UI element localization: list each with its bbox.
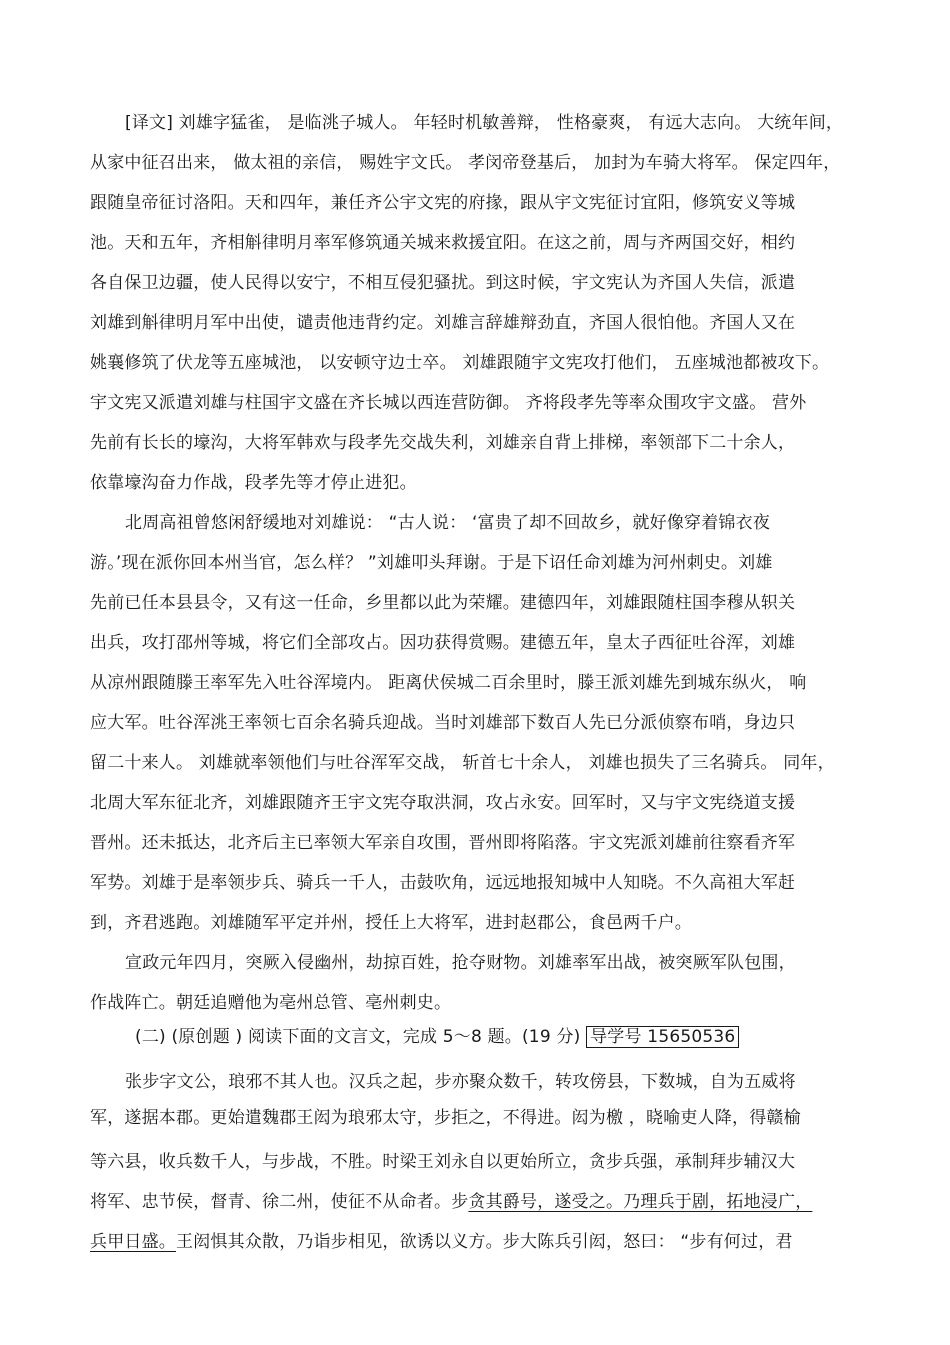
translation-line-15: 从凉州跟随滕王率军先入吐谷浑境内。 距离伏侯城二百余里时，滕王派刘雄先到城东纵火， 响 [90,673,807,693]
section-heading [135,1025,739,1049]
passage-line-2: 军，遂据本郡。更始遣魏郡王闳为琅邪太守，步拒之，不得进。闳为檄 ，晓喻吏人降，得赣榆 [90,1108,801,1128]
translation-line-17: 留二十来人。 刘雄就率领他们与吐谷浑军交战， 斩首七十余人， 刘雄也损失了三名骑兵。 同年， [90,753,835,773]
translation-line-5: 各自保卫边疆，使人民得以安宁，不相互侵犯骚扰。到这时候，宇文宪认为齐国人失信，派遣 [90,273,796,293]
guide-number-box: 导学号 15650536 [586,1026,739,1048]
section-heading-text: (二) (原创题 ) 阅读下面的文言文，完成 5～8 题。(19 分) [135,1027,581,1047]
translation-line-11: 北周高祖曾悠闲舒缓地对刘雄说： “古人说： ‘富贵了却不回故乡，就好像穿着锦衣夜 [125,513,771,533]
translation-line-20: 军势。刘雄于是率领步兵、骑兵一千人，击鼓吹角，远远地报知城中人知晓。不久高祖大军赶 [90,873,796,893]
translation-line-3: 跟随皇帝征讨洛阳。天和四年，兼任齐公宇文宪的府掾，跟从宇文宪征讨宜阳，修筑安义等城 [90,193,796,213]
translation-line-23: 作战阵亡。朝廷追赠他为亳州总管、亳州刺史。 [90,993,452,1013]
translation-line-13: 先前已任本县县令，又有这一任命，乡里都以此为荣耀。建德四年，刘雄跟随柱国李穆从轵关 [90,593,796,613]
passage-line-3: 等六县，收兵数千人，与步战，不胜。时梁王刘永自以更始所立，贪步兵强，承制拜步辅汉大 [90,1152,796,1172]
passage-line-4: 将军、忠节侯，督青、徐二州，使征不从命者。步贪其爵号，遂受之。乃理兵于剧，拓地浸广， [90,1192,813,1212]
translation-line-4: 池。天和五年，齐相斛律明月率军修筑通关城来救援宜阳。在这之前，周与齐两国交好，相约 [90,233,796,253]
translation-label: [译文] [125,113,174,133]
translation-line-12: 游。’现在派你回本州当官，怎么样？ ”刘雄叩头拜谢。于是下诏任命刘雄为河州刺史。刘雄 [90,553,773,573]
translation-line-7: 姚襄修筑了伏龙等五座城池， 以安顿守边士卒。 刘雄跟随宇文宪攻打他们， 五座城池都被攻下。 [90,353,830,373]
translation-line-18: 北周大军东征北齐，刘雄跟随齐王宇文宪夺取洪洞，攻占永安。回军时，又与宇文宪绕道支援 [90,793,796,813]
passage-line-5: 兵甲日盛。王闳惧其众散，乃诣步相见，欲诱以义方。步大陈兵引闳，怒曰： “步有何过，君 [90,1232,793,1252]
underlined-sentence-part-1: 贪其爵号，遂受之。乃理兵于剧，拓地浸广， [468,1192,813,1212]
translation-line-2: 从家中征召出来， 做太祖的亲信， 赐姓宇文氏。 孝闵帝登基后， 加封为车骑大将军。 保定四年， [90,153,841,173]
translation-line-16: 应大军。吐谷浑洮王率领七百余名骑兵迎战。当时刘雄部下数百人先已分派侦察布哨，身边只 [90,713,796,733]
translation-line-9: 先前有长长的壕沟，大将军韩欢与段孝先交战失利，刘雄亲自背上排梯，率领部下二十余人， [90,433,796,453]
translation-line-21: 到，齐君逃跑。刘雄随军平定并州，授任上大将军，进封赵郡公，食邑两千户。 [90,913,692,933]
translation-line-10: 依靠壕沟奋力作战，段孝先等才停止进犯。 [90,473,417,493]
translation-line-14: 出兵，攻打邵州等城，将它们全部攻占。因功获得赏赐。建德五年，皇太子西征吐谷浑，刘雄 [90,633,796,653]
translation-line-8: 宇文宪又派遣刘雄与柱国宇文盛在齐长城以西连营防御。 齐将段孝先等率众围攻宇文盛。 营外 [90,393,807,413]
passage-line-1: 张步字文公，琅邪不其人也。汉兵之起，步亦聚众数千，转攻傍县，下数城，自为五威将 [125,1072,796,1092]
underlined-sentence-part-2: 兵甲日盛。 [90,1232,176,1252]
translation-line-6: 刘雄到斛律明月军中出使，谴责他违背约定。刘雄言辞雄辩劲直，齐国人很怕他。齐国人又在 [90,313,796,333]
translation-line-19: 晋州。还未抵达，北齐后主已率领大军亲自攻围，晋州即将陷落。宇文宪派刘雄前往察看齐军 [90,833,796,853]
translation-line-22: 宣政元年四月，突厥入侵幽州，劫掠百姓，抢夺财物。刘雄率军出战，被突厥军队包围， [125,953,796,973]
translation-line-1: [译文] 刘雄字猛雀， 是临洮子城人。 年轻时机敏善辩， 性格豪爽， 有远大志向。 大统年间， [125,113,844,133]
